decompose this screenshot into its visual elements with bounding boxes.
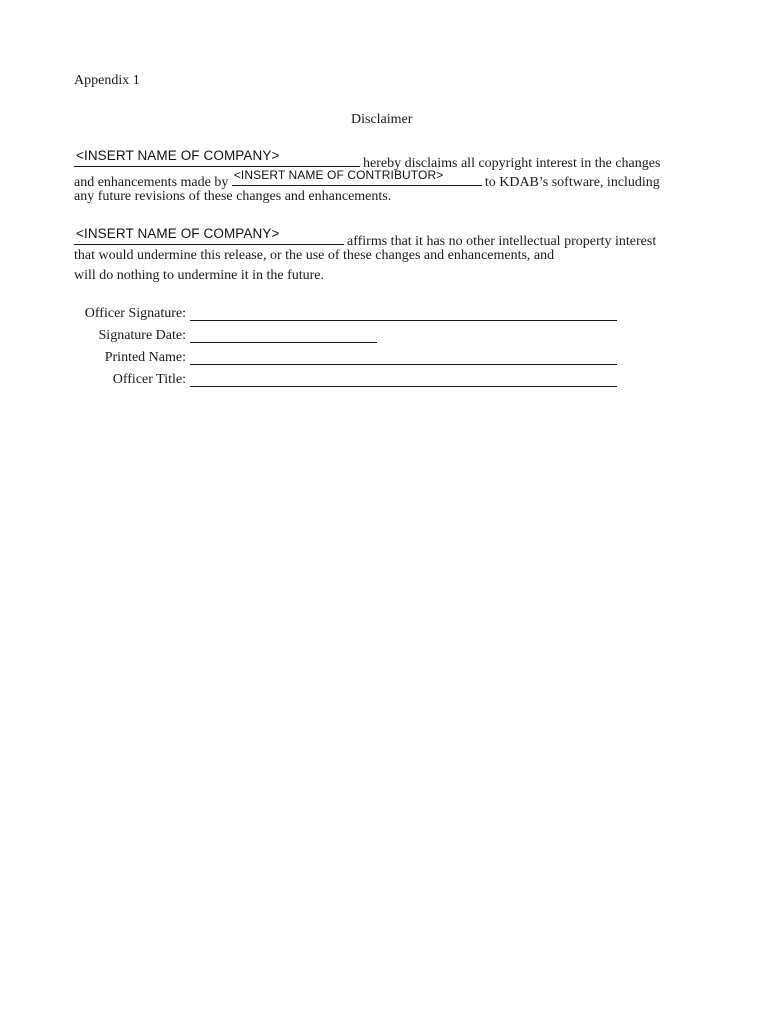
officer-title-line[interactable] <box>190 386 617 387</box>
contributor-name-field[interactable] <box>232 169 482 186</box>
signature-date-label: Signature Date: <box>98 328 186 343</box>
document-title: Disclaimer <box>351 112 413 127</box>
para2-line2: that would undermine this release, or the use of these changes and enhancements, and <box>74 248 555 263</box>
company-name-field-2[interactable] <box>74 228 344 245</box>
para2-line3: will do nothing to undermine it in the future. <box>74 268 325 283</box>
contributor-placeholder: <INSERT NAME OF CONTRIBUTOR> <box>233 168 444 182</box>
signature-date-line[interactable] <box>190 342 377 343</box>
officer-title-label: Officer Title: <box>112 372 186 387</box>
company-name-field-1[interactable] <box>74 150 360 167</box>
printed-name-line[interactable] <box>190 364 617 365</box>
officer-signature-label: Officer Signature: <box>84 306 186 321</box>
company-placeholder: <INSERT NAME OF COMPANY> <box>76 148 280 163</box>
printed-name-label: Printed Name: <box>104 350 186 365</box>
para2-line1-text: affirms that it has no other intellectual property interest <box>347 234 657 249</box>
para1-line3: any future revisions of these changes and enhancements. <box>74 189 392 204</box>
para1-line2-suffix: to KDAB’s software, including <box>484 175 660 190</box>
para1-line1-text: hereby disclaims all copyright interest in the changes <box>363 156 661 171</box>
para1-line2-prefix: and enhancements made by <box>74 175 229 190</box>
officer-signature-line[interactable] <box>190 320 617 321</box>
appendix-label: Appendix 1 <box>74 73 140 88</box>
company-placeholder: <INSERT NAME OF COMPANY> <box>76 226 280 241</box>
